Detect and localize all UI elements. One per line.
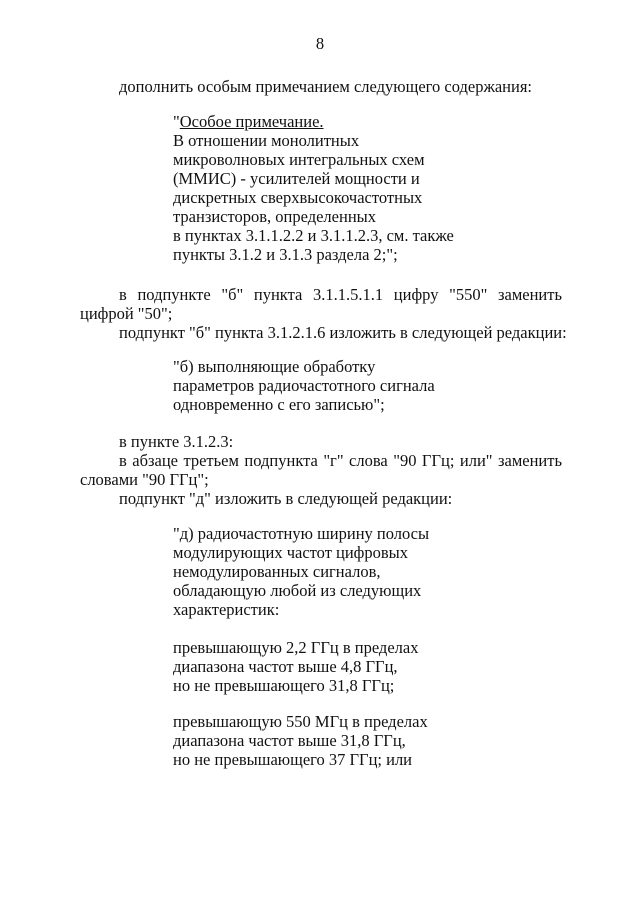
amendment-line: подпункт "б" пункта 3.1.2.1.6 изложить в следующей редакции: [119,323,567,342]
note-line: В отношении монолитных [173,131,360,150]
intro-line: дополнить особым примечанием следующего содержания: [119,77,532,96]
special-note-block [173,112,454,264]
quote-line: но не превышающего 37 ГГц; или [173,750,413,769]
note-line: пункты 3.1.2 и 3.1.3 раздела 2;"; [173,245,398,264]
note-line: микроволновых интегральных схем [173,150,425,169]
clause-heading: в пункте 3.1.2.3: [119,432,234,451]
quote-line: характеристик: [173,600,280,619]
quote-line: но не превышающего 31,8 ГГц; [173,676,395,695]
quote-line: одновременно с его записью"; [173,395,385,414]
note-line: (ММИС) - усилителей мощности и [173,169,420,188]
note-line: дискретных сверхвысокочастотных [173,188,423,207]
quote-line: диапазона частот выше 4,8 ГГц, [173,657,398,676]
quote-line: "д) радиочастотную ширину полосы [173,524,430,543]
quote-line: немодулированных сигналов, [173,562,381,581]
quote-line: обладающую любой из следующих [173,581,422,600]
quote-line: превышающую 550 МГц в пределах [173,712,428,731]
quote-line: "б) выполняющие обработку [173,357,376,376]
special-note-title: "Особое примечание. [173,112,324,131]
quote-block-d [173,524,429,619]
amendment-line: подпункт "д" изложить в следующей редакции: [119,489,453,508]
quote-line: параметров радиочастотного сигнала [173,376,435,395]
quote-block-b [173,357,435,414]
amendment-paragraph: в подпункте "б" пункта 3.1.1.5.1.1 цифру "550" заменить цифрой "50"; [80,285,562,323]
amendment-paragraph: в абзаце третьем подпункта "г" слова "90 ГГц; или" заменить словами "90 ГГц"; [80,451,562,489]
page-number: 8 [315,34,325,53]
sub-item-2 [173,712,428,769]
quote-line: превышающую 2,2 ГГц в пределах [173,638,419,657]
quote-line: модулирующих частот цифровых [173,543,409,562]
sub-item-1 [173,638,418,695]
quote-line: диапазона частот выше 31,8 ГГц, [173,731,406,750]
note-line: в пунктах 3.1.1.2.2 и 3.1.1.2.3, см. также [173,226,454,245]
note-line: транзисторов, определенных [173,207,376,226]
